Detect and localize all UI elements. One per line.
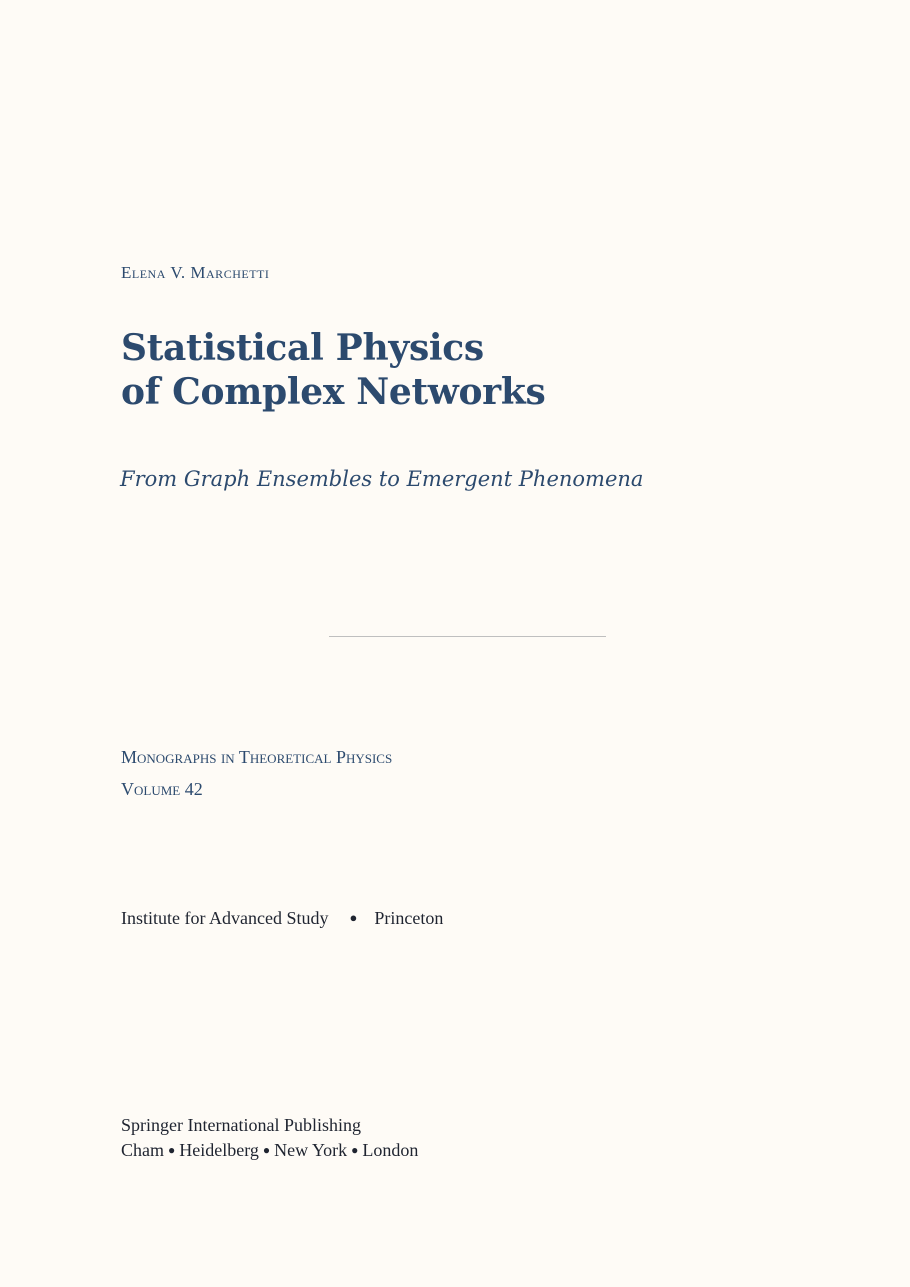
book-title-line-1: Statistical Physics <box>121 327 484 369</box>
city-name: New York <box>274 1140 348 1160</box>
bullet-separator: ● <box>168 1143 176 1157</box>
horizontal-rule <box>329 636 606 637</box>
series-info <box>121 741 392 805</box>
series-name: Monographs in Theoretical Physics <box>121 747 393 767</box>
publisher-cities <box>121 1138 418 1163</box>
city-name: London <box>362 1140 419 1160</box>
institute-location: Princeton <box>374 908 444 928</box>
book-subtitle: From Graph Ensembles to Emergent Phenomena <box>120 467 644 491</box>
publisher-name: Springer International Publishing <box>121 1115 361 1135</box>
author-name: Elena V. Marchetti <box>121 263 270 282</box>
bullet-separator: ● <box>349 910 358 925</box>
publisher-block <box>121 1113 418 1163</box>
book-title-line-2: of Complex Networks <box>121 371 546 413</box>
institute-line <box>121 908 443 929</box>
city-name: Heidelberg <box>179 1140 259 1160</box>
bullet-separator: ● <box>351 1143 359 1157</box>
bullet-separator: ● <box>262 1143 271 1157</box>
institute-name: Institute for Advanced Study <box>121 908 329 928</box>
city-name: Cham <box>121 1140 164 1160</box>
series-volume: Volume 42 <box>121 779 203 799</box>
book-title <box>121 326 545 414</box>
